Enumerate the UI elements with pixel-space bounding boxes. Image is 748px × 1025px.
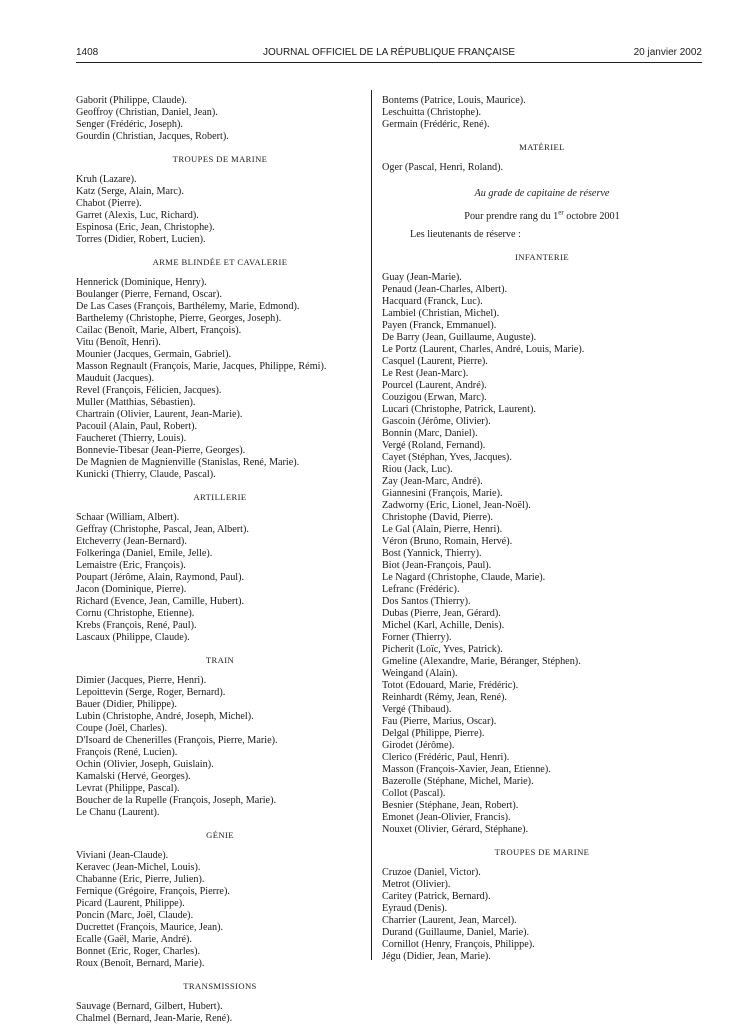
list-item: Lefranc (Frédéric). xyxy=(382,584,460,595)
list-item: Mauduit (Jacques). xyxy=(76,373,155,384)
list-item: Oger (Pascal, Henri, Roland). xyxy=(382,162,504,173)
list-item: Le Nagard (Christophe, Claude, Marie). xyxy=(382,572,546,583)
section-heading: ARTILLERIE xyxy=(193,492,247,502)
list-item: Espinosa (Eric, Jean, Christophe). xyxy=(76,222,215,233)
list-item: Barthelemy (Christophe, Pierre, Georges, Joseph). xyxy=(76,313,282,324)
list-item: Collot (Pascal). xyxy=(382,788,446,799)
list-item: Etcheverry (Jean-Bernard). xyxy=(76,536,187,547)
list-item: Picherit (Loïc, Yves, Patrick). xyxy=(382,644,503,655)
list-item: Cruzoe (Daniel, Victor). xyxy=(382,867,481,878)
section-materiel xyxy=(382,141,702,174)
list-item: Germain (Frédéric, René). xyxy=(382,119,490,130)
list-item: Chalmel (Bernard, Jean-Marie, René). xyxy=(76,1013,233,1024)
list-item: Cornillot (Henry, François, Philippe). xyxy=(382,939,535,950)
section-troupes-de-marine xyxy=(382,846,702,963)
list-item: Lascaux (Philippe, Claude). xyxy=(76,632,190,643)
list-item: Clerico (Frédéric, Paul, Henri). xyxy=(382,752,510,763)
list-item: Bonnevie-Tibesar (Jean-Pierre, Georges). xyxy=(76,445,246,456)
list-item: Dubas (Pierre, Jean, Gérard). xyxy=(382,608,501,619)
list-item: Lemaistre (Eric, François). xyxy=(76,560,186,571)
list-item: Garret (Alexis, Luc, Richard). xyxy=(76,210,199,221)
list-item: Cailac (Benoît, Marie, Albert, François). xyxy=(76,325,242,336)
list-item: Girodet (Jérôme). xyxy=(382,740,455,751)
section-artillerie xyxy=(76,491,364,644)
right-sections xyxy=(382,251,702,963)
list-item: Lucari (Christophe, Patrick, Laurent). xyxy=(382,404,536,415)
section-train xyxy=(76,654,364,819)
list-item: Sauvage (Bernard, Gilbert, Hubert). xyxy=(76,1001,223,1012)
list-item: Krebs (François, René, Paul). xyxy=(76,620,197,631)
list-item: Viviani (Jean-Claude). xyxy=(76,850,169,861)
list-item: Dos Santos (Thierry). xyxy=(382,596,471,607)
list-item: Cornu (Christophe, Etienne). xyxy=(76,608,195,619)
list-item: Vergé (Thibaud). xyxy=(382,704,452,715)
list-item: Vitu (Benoît, Henri). xyxy=(76,337,161,348)
section-genie xyxy=(76,829,364,970)
list-item: Caritey (Patrick, Bernard). xyxy=(382,891,491,902)
list-item: Zadworny (Eric, Lionel, Jean-Noël). xyxy=(382,500,531,511)
list-item: Véron (Bruno, Romain, Hervé). xyxy=(382,536,513,547)
left-column xyxy=(76,95,364,1025)
list-item: Masson Regnault (François, Marie, Jacques, Philippe, Rémi). xyxy=(76,361,327,372)
list-item: Le Portz (Laurent, Charles, André, Louis, Marie). xyxy=(382,344,585,355)
journal-title: JOURNAL OFFICIEL DE LA RÉPUBLIQUE FRANÇAISE xyxy=(262,47,516,58)
section-arme-blindee-et-cavalerie xyxy=(76,256,364,481)
rang-suffix: octobre 2001 xyxy=(563,211,620,222)
page-header xyxy=(76,46,702,60)
list-item: Faucheret (Thierry, Louis). xyxy=(76,433,187,444)
list-item: Bontems (Patrice, Louis, Maurice). xyxy=(382,95,526,106)
list-item: Durand (Guillaume, Daniel, Marie). xyxy=(382,927,530,938)
list-item: Jacon (Dominique, Pierre). xyxy=(76,584,187,595)
list-item: Cayet (Stéphan, Yves, Jacques). xyxy=(382,452,512,463)
list-item: De Las Cases (François, Barthélemy, Marie, Edmond). xyxy=(76,301,300,312)
publication-date: 20 janvier 2002 xyxy=(633,47,702,58)
list-item: Reinhardt (Rémy, Jean, René). xyxy=(382,692,507,703)
list-item: Nouxet (Olivier, Gérard, Stéphane). xyxy=(382,824,529,835)
section-heading: TRAIN xyxy=(205,655,235,665)
list-item: Giannesini (François, Marie). xyxy=(382,488,503,499)
list-item: Chartrain (Olivier, Laurent, Jean-Marie). xyxy=(76,409,243,420)
list-item: Le Chanu (Laurent). xyxy=(76,807,160,818)
list-item: Christophe (David, Pierre). xyxy=(382,512,493,523)
header-rule xyxy=(76,62,702,63)
list-item: Ducrettet (François, Maurice, Jean). xyxy=(76,922,224,933)
list-item: Torres (Didier, Robert, Lucien). xyxy=(76,234,206,245)
list-item: Emonet (Jean-Olivier, Francis). xyxy=(382,812,511,823)
list-item: Boucher de la Rupelle (François, Joseph, Marie). xyxy=(76,795,277,806)
list-item: Penaud (Jean-Charles, Albert). xyxy=(382,284,508,295)
page-number: 1408 xyxy=(76,47,99,58)
section-heading: TRANSMISSIONS xyxy=(183,981,257,991)
list-item: Payen (Franck, Emmanuel). xyxy=(382,320,497,331)
list-item: Hennerick (Dominique, Henry). xyxy=(76,277,207,288)
list-item: Leschuitta (Christophe). xyxy=(382,107,482,118)
list-item: Kruh (Lazare). xyxy=(76,174,137,185)
list-item: Biot (Jean-François, Paul). xyxy=(382,560,492,571)
list-item: Folkeringa (Daniel, Emile, Jelle). xyxy=(76,548,213,559)
list-item: Dimier (Jacques, Pierre, Henri). xyxy=(76,675,207,686)
section-troupes-de-marine xyxy=(76,153,364,246)
list-item: Revel (François, Félicien, Jacques). xyxy=(76,385,222,396)
column-divider xyxy=(371,90,372,960)
list-item: Hacquard (Franck, Luc). xyxy=(382,296,483,307)
list-item: Vergé (Roland, Fernand). xyxy=(382,440,486,451)
list-item: Kamalski (Hervé, Georges). xyxy=(76,771,191,782)
list-item: Metrot (Olivier). xyxy=(382,879,451,890)
right-column xyxy=(382,95,702,963)
rang-sup: er xyxy=(558,208,564,217)
list-item: D'Isoard de Chenerilles (François, Pierre, Marie). xyxy=(76,735,278,746)
list-item: De Barry (Jean, Guillaume, Auguste). xyxy=(382,332,537,343)
list-item: Boulanger (Pierre, Fernand, Oscar). xyxy=(76,289,222,300)
list-item: Michel (Karl, Achille, Denis). xyxy=(382,620,505,631)
list-item: Charrier (Laurent, Jean, Marcel). xyxy=(382,915,517,926)
left-intro-list xyxy=(76,95,364,143)
list-item: Geffray (Christophe, Pascal, Jean, Albert). xyxy=(76,524,249,535)
section-materiel xyxy=(382,141,702,174)
section-heading: ARME BLINDÉE ET CAVALERIE xyxy=(152,257,288,267)
section-infanterie xyxy=(382,251,702,836)
list-item: Gourdin (Christian, Jacques, Robert). xyxy=(76,131,229,142)
list-item: Senger (Frédéric, Joseph). xyxy=(76,119,183,130)
section-heading: INFANTERIE xyxy=(515,252,569,262)
list-item: Katz (Serge, Alain, Marc). xyxy=(76,186,184,197)
list-item: Riou (Jack, Luc). xyxy=(382,464,453,475)
list-item: Roux (Benoît, Bernard, Marie). xyxy=(76,958,205,969)
list-item: Richard (Evence, Jean, Camille, Hubert). xyxy=(76,596,245,607)
list-item: Kunicki (Thierry, Claude, Pascal). xyxy=(76,469,216,480)
list-item: Le Rest (Jean-Marc). xyxy=(382,368,469,379)
lieutenants-label: Les lieutenants de réserve : xyxy=(410,229,521,240)
list-item: Bazerolle (Stéphane, Michel, Marie). xyxy=(382,776,534,787)
list-item: Couzigou (Erwan, Marc). xyxy=(382,392,487,403)
list-item: Lambiel (Christian, Michel). xyxy=(382,308,500,319)
list-item: Fernique (Grégoire, François, Pierre). xyxy=(76,886,230,897)
list-item: Weingand (Alain). xyxy=(382,668,458,679)
list-item: Picard (Laurent, Philippe). xyxy=(76,898,185,909)
list-item: Jégu (Didier, Jean, Marie). xyxy=(382,951,491,962)
list-item: Eyraud (Denis). xyxy=(382,903,448,914)
section-heading: MATÉRIEL xyxy=(519,142,565,152)
right-intro-list xyxy=(382,95,702,131)
list-item: Gaborit (Philippe, Claude). xyxy=(76,95,187,106)
list-item: Chabot (Pierre). xyxy=(76,198,142,209)
list-item: Chabanne (Eric, Pierre, Julien). xyxy=(76,874,205,885)
list-item: François (René, Lucien). xyxy=(76,747,178,758)
list-item: Lepoittevin (Serge, Roger, Bernard). xyxy=(76,687,226,698)
list-item: Guay (Jean-Marie). xyxy=(382,272,462,283)
list-item: Bonnin (Marc, Daniel). xyxy=(382,428,478,439)
list-item: Pacouil (Alain, Paul, Robert). xyxy=(76,421,198,432)
list-item: Gmeline (Alexandre, Marie, Béranger, Stéphen). xyxy=(382,656,581,667)
list-item: Bauer (Didier, Philippe). xyxy=(76,699,177,710)
section-heading: TROUPES DE MARINE xyxy=(172,154,268,164)
list-item: Zay (Jean-Marc, André). xyxy=(382,476,483,487)
list-item: Ecalle (Gaël, Marie, André). xyxy=(76,934,192,945)
list-item: Lubin (Christophe, André, Joseph, Michel). xyxy=(76,711,254,722)
list-item: Casquel (Laurent, Pierre). xyxy=(382,356,488,367)
list-item: Bost (Yannick, Thierry). xyxy=(382,548,482,559)
section-heading: GÉNIE xyxy=(206,830,234,840)
list-item: Totot (Edouard, Marie, Frédéric). xyxy=(382,680,519,691)
list-item: Delgal (Philippe, Pierre). xyxy=(382,728,485,739)
list-item: Levrat (Philippe, Pascal). xyxy=(76,783,180,794)
list-item: Besnier (Stéphane, Jean, Robert). xyxy=(382,800,519,811)
list-item: Le Gal (Alain, Pierre, Henri). xyxy=(382,524,503,535)
list-item: Gascoin (Jérôme, Olivier). xyxy=(382,416,491,427)
list-item: Poncin (Marc, Joël, Claude). xyxy=(76,910,194,921)
grade-title: Au grade de capitaine de réserve xyxy=(474,188,610,199)
rang-line xyxy=(382,208,702,223)
section-heading: TROUPES DE MARINE xyxy=(494,847,590,857)
list-item: Poupart (Jérôme, Alain, Raymond, Paul). xyxy=(76,572,245,583)
list-item: Ochin (Olivier, Joseph, Guislain). xyxy=(76,759,214,770)
list-item: Mounier (Jacques, Germain, Gabriel). xyxy=(76,349,232,360)
list-item: Bonnet (Eric, Roger, Charles). xyxy=(76,946,201,957)
rang-prefix: Pour prendre rang du 1 xyxy=(464,211,559,222)
list-item: De Magnien de Magnienville (Stanislas, René, Marie). xyxy=(76,457,300,468)
list-item: Muller (Matthias, Sébastien). xyxy=(76,397,196,408)
list-item: Keravec (Jean-Michel, Louis). xyxy=(76,862,201,873)
section-transmissions xyxy=(76,980,364,1025)
list-item: Schaar (William, Albert). xyxy=(76,512,180,523)
list-item: Pourcel (Laurent, André). xyxy=(382,380,487,391)
list-item: Fau (Pierre, Marius, Oscar). xyxy=(382,716,497,727)
list-item: Coupe (Joël, Charles). xyxy=(76,723,168,734)
list-item: Forner (Thierry). xyxy=(382,632,452,643)
list-item: Masson (François-Xavier, Jean, Etienne). xyxy=(382,764,551,775)
list-item: Geoffroy (Christian, Daniel, Jean). xyxy=(76,107,218,118)
